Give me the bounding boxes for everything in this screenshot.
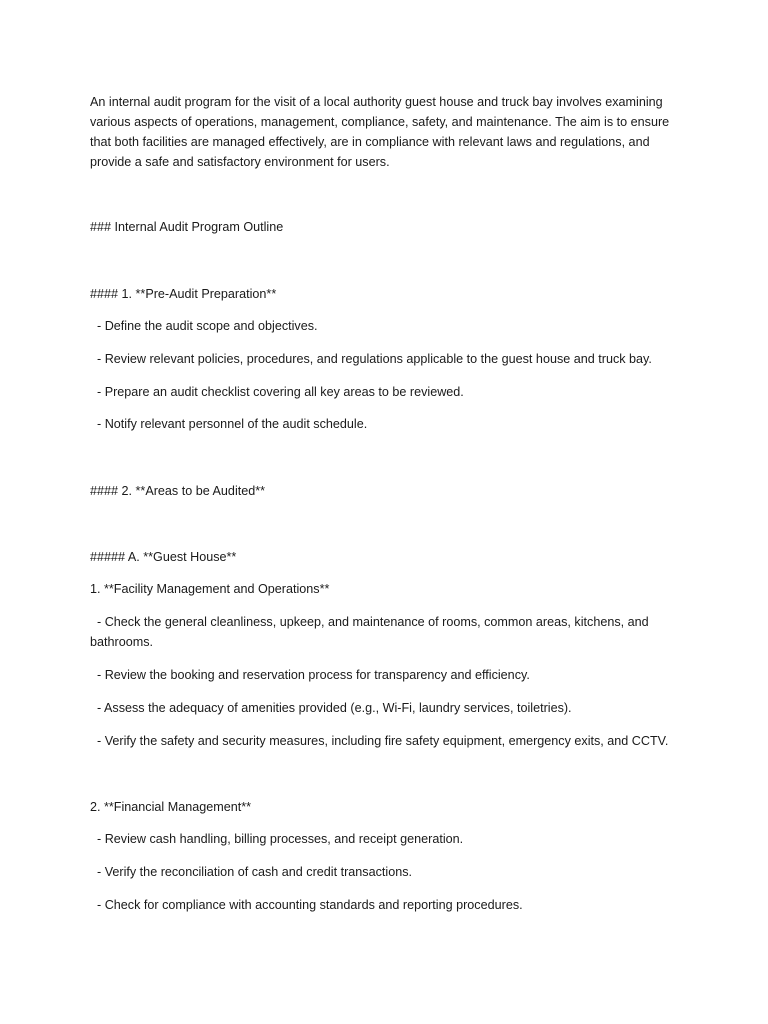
section1-item-3: - Prepare an audit checklist covering all key areas to be reviewed. bbox=[90, 385, 464, 399]
section2-heading: #### 2. **Areas to be Audited** bbox=[90, 484, 266, 498]
facility-item-3: - Assess the adequacy of amenities provided (e.g., Wi-Fi, laundry services, toiletries). bbox=[90, 701, 572, 715]
facility-item-2: - Review the booking and reservation process for transparency and efficiency. bbox=[90, 668, 530, 682]
intro-line-2: various aspects of operations, management, compliance, safety, and maintenance. The aim is to ensure bbox=[90, 115, 670, 129]
outline-heading: ### Internal Audit Program Outline bbox=[90, 220, 284, 234]
financial-item-3: - Check for compliance with accounting standards and reporting procedures. bbox=[90, 898, 523, 912]
financial-heading: 2. **Financial Management** bbox=[90, 800, 252, 814]
section1-heading: #### 1. **Pre-Audit Preparation** bbox=[90, 287, 277, 301]
subsection-a-heading: ##### A. **Guest House** bbox=[90, 550, 237, 564]
financial-item-2: - Verify the reconciliation of cash and credit transactions. bbox=[90, 865, 413, 879]
facility-item-1: - Check the general cleanliness, upkeep, and maintenance of rooms, common areas, kitchens, and bbox=[90, 615, 649, 629]
facility-heading: 1. **Facility Management and Operations** bbox=[90, 582, 330, 596]
section1-item-4: - Notify relevant personnel of the audit schedule. bbox=[90, 417, 368, 431]
section1-item-2: - Review relevant policies, procedures, and regulations applicable to the guest house and truck bay. bbox=[90, 352, 652, 366]
intro-line-3: that both facilities are managed effectively, are in compliance with relevant laws and regulations, and bbox=[90, 135, 650, 149]
financial-item-1: - Review cash handling, billing processes, and receipt generation. bbox=[90, 832, 464, 846]
intro-line-4: provide a safe and satisfactory environment for users. bbox=[90, 155, 390, 169]
section1-item-1: - Define the audit scope and objectives. bbox=[90, 319, 318, 333]
facility-item-1-continued: bathrooms. bbox=[90, 635, 153, 649]
intro-line-1: An internal audit program for the visit of a local authority guest house and truck bay involves examining bbox=[90, 95, 663, 109]
facility-item-4: - Verify the safety and security measures, including fire safety equipment, emergency exits, and CCTV. bbox=[90, 734, 669, 748]
